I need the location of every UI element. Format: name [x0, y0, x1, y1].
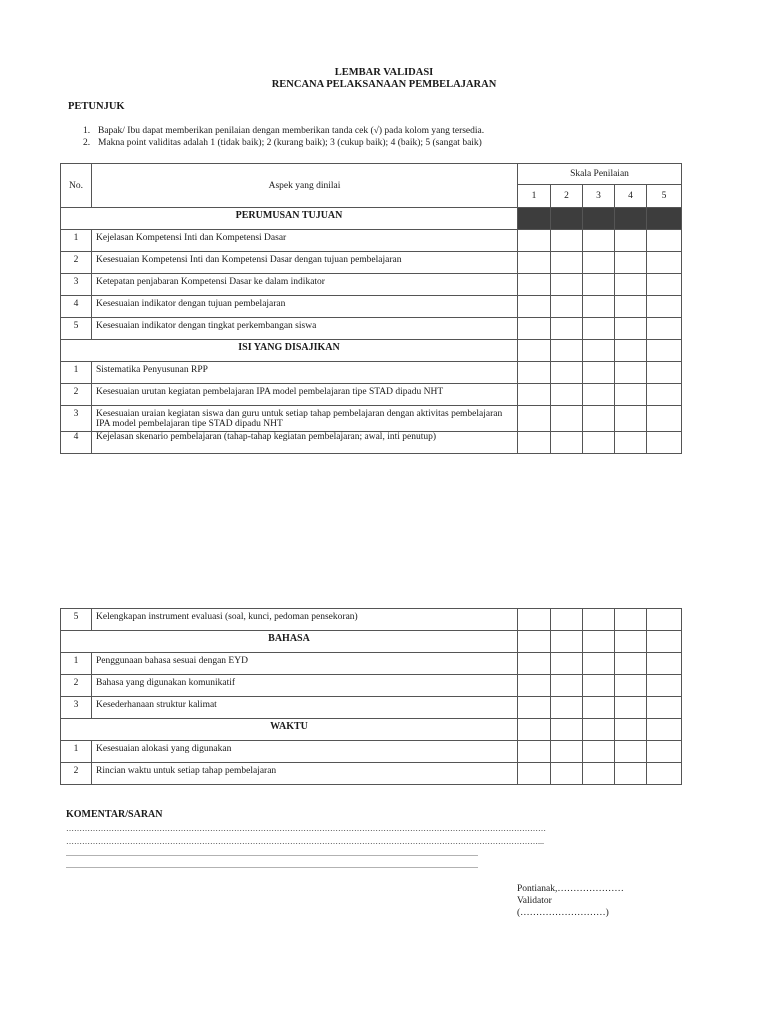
table-row: [61, 675, 682, 697]
table-row: [61, 432, 682, 454]
score-cell[interactable]: [583, 296, 615, 318]
scale-4: 4: [615, 185, 647, 208]
score-cell[interactable]: [551, 432, 583, 454]
score-cell[interactable]: [518, 296, 551, 318]
row-aspek: Kelengkapan instrument evaluasi (soal, kunci, pedoman pensekoran): [92, 609, 518, 631]
score-cell[interactable]: [583, 252, 615, 274]
comment-line[interactable]: ………………………………………………………………………………………………………………………………………………………………: [66, 824, 546, 833]
empty-cell: [615, 631, 647, 653]
rubric-table-part1: [60, 163, 682, 454]
score-cell[interactable]: [615, 675, 647, 697]
row-aspek: Kejelasan Kompetensi Inti dan Kompetensi Dasar: [92, 230, 518, 252]
shaded-cell: [583, 208, 615, 230]
score-cell[interactable]: [615, 653, 647, 675]
instruction-number: 1.: [83, 126, 91, 136]
signature-place-date: Pontianak,…………………: [517, 884, 624, 894]
score-cell[interactable]: [518, 653, 551, 675]
instruction-number: 2.: [83, 138, 91, 148]
score-cell[interactable]: [615, 362, 647, 384]
score-cell[interactable]: [583, 741, 615, 763]
score-cell[interactable]: [615, 763, 647, 785]
score-cell[interactable]: [518, 697, 551, 719]
row-number: 2: [61, 252, 92, 274]
score-cell[interactable]: [551, 252, 583, 274]
row-number: 3: [61, 406, 92, 432]
empty-cell: [615, 340, 647, 362]
score-cell[interactable]: [615, 406, 647, 432]
score-cell[interactable]: [583, 653, 615, 675]
score-cell[interactable]: [551, 653, 583, 675]
instruction-item: [83, 138, 482, 148]
score-cell[interactable]: [615, 741, 647, 763]
score-cell[interactable]: [647, 230, 682, 252]
table-row: [61, 230, 682, 252]
row-aspek: Rincian waktu untuk setiap tahap pembelajaran: [92, 763, 518, 785]
row-aspek: Kejelasan skenario pembelajaran (tahap-tahap kegiatan pembelajaran; awal, inti penutup): [92, 432, 518, 454]
row-number: 2: [61, 675, 92, 697]
instruction-text: Bapak/ Ibu dapat memberikan penilaian dengan memberikan tanda cek (√) pada kolom yang tersedia.: [98, 126, 485, 136]
shaded-cell: [551, 208, 583, 230]
section-waktu: WAKTU: [61, 719, 518, 741]
score-cell[interactable]: [518, 362, 551, 384]
row-number: 2: [61, 384, 92, 406]
score-cell[interactable]: [583, 274, 615, 296]
empty-cell: [583, 719, 615, 741]
row-number: 5: [61, 318, 92, 340]
empty-cell: [518, 631, 551, 653]
header-no: No.: [61, 164, 92, 208]
score-cell[interactable]: [551, 763, 583, 785]
document-title: LEMBAR VALIDASI: [334, 67, 434, 78]
table-row: [61, 384, 682, 406]
table-row: [61, 697, 682, 719]
row-number: 4: [61, 432, 92, 454]
rubric-table-part2: [60, 608, 682, 785]
table-row: [61, 406, 682, 432]
empty-cell: [518, 719, 551, 741]
row-number: 2: [61, 763, 92, 785]
score-cell[interactable]: [583, 230, 615, 252]
score-cell[interactable]: [647, 653, 682, 675]
instruction-text: Makna point validitas adalah 1 (tidak baik); 2 (kurang baik); 3 (cukup baik); 4 (baik); 5 (sangat baik): [98, 138, 482, 148]
score-cell[interactable]: [647, 432, 682, 454]
score-cell[interactable]: [518, 406, 551, 432]
table-row: [61, 763, 682, 785]
comment-line[interactable]: ..............................................................................................................................................................................................................: [66, 849, 478, 858]
row-number: 3: [61, 697, 92, 719]
score-cell[interactable]: [583, 763, 615, 785]
table-row: [61, 318, 682, 340]
table-row: [61, 609, 682, 631]
header-skala: Skala Penilaian: [518, 164, 682, 185]
score-cell[interactable]: [647, 252, 682, 274]
scale-1: 1: [518, 185, 551, 208]
row-aspek: Kesesuaian indikator dengan tujuan pembelajaran: [92, 296, 518, 318]
table-row: [61, 362, 682, 384]
score-cell[interactable]: [518, 230, 551, 252]
section-perumusan-tujuan: PERUMUSAN TUJUAN: [61, 208, 518, 230]
score-cell[interactable]: [518, 318, 551, 340]
table-row: [61, 296, 682, 318]
score-cell[interactable]: [583, 697, 615, 719]
score-cell[interactable]: [551, 406, 583, 432]
score-cell[interactable]: [518, 274, 551, 296]
row-number: 5: [61, 609, 92, 631]
row-number: 1: [61, 362, 92, 384]
row-aspek: Bahasa yang digunakan komunikatif: [92, 675, 518, 697]
score-cell[interactable]: [647, 697, 682, 719]
empty-cell: [551, 340, 583, 362]
empty-cell: [551, 719, 583, 741]
row-aspek: Kesesuaian Kompetensi Inti dan Kompetensi Dasar dengan tujuan pembelajaran: [92, 252, 518, 274]
score-cell[interactable]: [647, 675, 682, 697]
score-cell[interactable]: [551, 697, 583, 719]
score-cell[interactable]: [518, 675, 551, 697]
comment-line[interactable]: ……………………………………………………………………………………………………………………………………………………………...: [66, 837, 544, 846]
score-cell[interactable]: [583, 609, 615, 631]
empty-cell: [518, 340, 551, 362]
score-cell[interactable]: [615, 697, 647, 719]
score-cell[interactable]: [518, 741, 551, 763]
empty-cell: [647, 631, 682, 653]
empty-cell: [551, 631, 583, 653]
score-cell[interactable]: [551, 362, 583, 384]
score-cell[interactable]: [551, 741, 583, 763]
shaded-cell: [647, 208, 682, 230]
score-cell[interactable]: [518, 432, 551, 454]
table-row: [61, 274, 682, 296]
empty-cell: [647, 340, 682, 362]
shaded-cell: [615, 208, 647, 230]
score-cell[interactable]: [647, 274, 682, 296]
row-aspek: Kesederhanaan struktur kalimat: [92, 697, 518, 719]
table-row: [61, 653, 682, 675]
row-aspek: Penggunaan bahasa sesuai dengan EYD: [92, 653, 518, 675]
signature-role: Validator: [517, 896, 552, 906]
row-aspek: Kesesuaian indikator dengan tingkat perkembangan siswa: [92, 318, 518, 340]
row-aspek: Ketepatan penjabaran Kompetensi Dasar ke dalam indikator: [92, 274, 518, 296]
score-cell[interactable]: [551, 609, 583, 631]
table-row: [61, 741, 682, 763]
scale-2: 2: [551, 185, 583, 208]
score-cell[interactable]: [615, 432, 647, 454]
score-cell[interactable]: [647, 406, 682, 432]
row-aspek: Kesesuaian uraian kegiatan siswa dan guru untuk setiap tahap pembelajaran dengan aktivitas pembelajaran IPA model pembelajaran tipe STAD dipadu NHT: [92, 406, 518, 432]
score-cell[interactable]: [615, 609, 647, 631]
row-number: 1: [61, 741, 92, 763]
score-cell[interactable]: [615, 384, 647, 406]
score-cell[interactable]: [551, 230, 583, 252]
comment-line[interactable]: ..............................................................................................................................................................................................................: [66, 861, 478, 870]
row-aspek: Kesesuaian urutan kegiatan pembelajaran IPA model pembelajaran tipe STAD dipadu NHT: [92, 384, 518, 406]
row-number: 3: [61, 274, 92, 296]
empty-cell: [647, 719, 682, 741]
document-subtitle: RENCANA PELAKSANAAN PEMBELAJARAN: [271, 79, 497, 90]
score-cell[interactable]: [615, 252, 647, 274]
score-cell[interactable]: [615, 230, 647, 252]
score-cell[interactable]: [551, 296, 583, 318]
row-number: 1: [61, 230, 92, 252]
score-cell[interactable]: [518, 609, 551, 631]
score-cell[interactable]: [518, 384, 551, 406]
section-bahasa: BAHASA: [61, 631, 518, 653]
section-isi-yang-disajikan: ISI YANG DISAJIKAN: [61, 340, 518, 362]
score-cell[interactable]: [647, 296, 682, 318]
score-cell[interactable]: [583, 362, 615, 384]
score-cell[interactable]: [551, 675, 583, 697]
score-cell[interactable]: [647, 318, 682, 340]
header-aspek: Aspek yang dinilai: [92, 164, 518, 208]
score-cell[interactable]: [518, 252, 551, 274]
empty-cell: [583, 340, 615, 362]
score-cell[interactable]: [518, 763, 551, 785]
score-cell[interactable]: [647, 609, 682, 631]
row-aspek: Sistematika Penyusunan RPP: [92, 362, 518, 384]
scale-3: 3: [583, 185, 615, 208]
score-cell[interactable]: [647, 384, 682, 406]
table-row: [61, 252, 682, 274]
score-cell[interactable]: [647, 741, 682, 763]
komentar-heading: KOMENTAR/SARAN: [66, 809, 163, 820]
score-cell[interactable]: [615, 296, 647, 318]
score-cell[interactable]: [583, 675, 615, 697]
score-cell[interactable]: [615, 318, 647, 340]
score-cell[interactable]: [583, 432, 615, 454]
row-number: 1: [61, 653, 92, 675]
score-cell[interactable]: [551, 384, 583, 406]
shaded-cell: [518, 208, 551, 230]
scale-5: 5: [647, 185, 682, 208]
score-cell[interactable]: [551, 274, 583, 296]
score-cell[interactable]: [647, 763, 682, 785]
row-number: 4: [61, 296, 92, 318]
signature-name-line: (………………………): [517, 908, 609, 918]
score-cell[interactable]: [583, 384, 615, 406]
score-cell[interactable]: [551, 318, 583, 340]
row-aspek: Kesesuaian alokasi yang digunakan: [92, 741, 518, 763]
score-cell[interactable]: [615, 274, 647, 296]
instruction-item: [83, 126, 484, 136]
score-cell[interactable]: [583, 318, 615, 340]
score-cell[interactable]: [647, 362, 682, 384]
empty-cell: [583, 631, 615, 653]
empty-cell: [615, 719, 647, 741]
petunjuk-heading: PETUNJUK: [68, 101, 125, 112]
score-cell[interactable]: [583, 406, 615, 432]
